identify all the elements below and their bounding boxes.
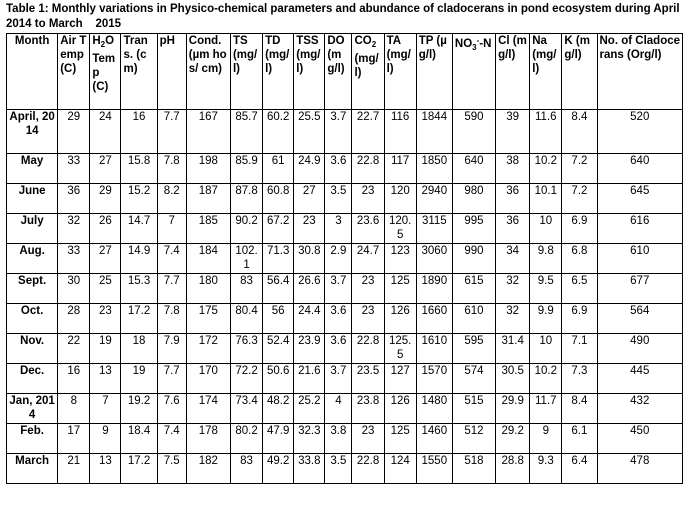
value-cell-ph: 7.7 xyxy=(157,364,186,394)
value-cell-td: 49.2 xyxy=(263,454,294,484)
value-cell-ta: 120 xyxy=(384,184,416,214)
value-cell-clado: 564 xyxy=(597,304,683,334)
value-cell-ts: 80.4 xyxy=(230,304,262,334)
value-cell-tp: 1660 xyxy=(416,304,452,334)
value-cell-trans: 15.3 xyxy=(121,274,157,304)
value-cell-tss: 30.8 xyxy=(294,244,325,274)
value-cell-ts: 85.7 xyxy=(230,110,262,154)
month-cell: Dec. xyxy=(7,364,58,394)
value-cell-trans: 14.9 xyxy=(121,244,157,274)
value-cell-trans: 17.2 xyxy=(121,304,157,334)
value-cell-no3: 610 xyxy=(452,304,495,334)
column-header-td: TD (mg/l) xyxy=(263,34,294,110)
table-row xyxy=(7,304,683,334)
value-cell-k: 7.1 xyxy=(562,334,597,364)
value-cell-tss: 24.4 xyxy=(294,304,325,334)
value-cell-air-temp: 22 xyxy=(58,334,90,364)
table-row xyxy=(7,110,683,154)
value-cell-cl: 32 xyxy=(496,304,530,334)
value-cell-cond: 172 xyxy=(186,334,230,364)
value-cell-cond: 175 xyxy=(186,304,230,334)
value-cell-do: 3.6 xyxy=(325,154,352,184)
value-cell-ts: 76.3 xyxy=(230,334,262,364)
value-cell-td: 61 xyxy=(263,154,294,184)
column-header-co2: $CO_2$ (mg/l) xyxy=(352,34,384,110)
month-cell: March xyxy=(7,454,58,484)
value-cell-ts: 83 xyxy=(230,454,262,484)
value-cell-na: 9.5 xyxy=(530,274,562,304)
value-cell-ts: 80.2 xyxy=(230,424,262,454)
value-cell-air-temp: 32 xyxy=(58,214,90,244)
value-cell-co2: 23 xyxy=(352,304,384,334)
value-cell-cl: 38 xyxy=(496,154,530,184)
value-cell-trans: 19 xyxy=(121,364,157,394)
value-cell-ph: 8.2 xyxy=(157,184,186,214)
value-cell-no3: 990 xyxy=(452,244,495,274)
value-cell-co2: 22.8 xyxy=(352,454,384,484)
value-cell-cl: 31.4 xyxy=(496,334,530,364)
table-row xyxy=(7,274,683,304)
value-cell-do: 3.7 xyxy=(325,364,352,394)
parameters-table xyxy=(6,33,683,484)
value-cell-tp: 3115 xyxy=(416,214,452,244)
table-row xyxy=(7,454,683,484)
table-body xyxy=(7,110,683,484)
value-cell-air-temp: 16 xyxy=(58,364,90,394)
value-cell-k: 6.4 xyxy=(562,454,597,484)
value-cell-ta: 124 xyxy=(384,454,416,484)
value-cell-td: 56.4 xyxy=(263,274,294,304)
month-cell: June xyxy=(7,184,58,214)
value-cell-na: 10 xyxy=(530,214,562,244)
value-cell-tss: 24.9 xyxy=(294,154,325,184)
value-cell-no3: 995 xyxy=(452,214,495,244)
month-cell: July xyxy=(7,214,58,244)
value-cell-na: 10 xyxy=(530,334,562,364)
value-cell-clado: 640 xyxy=(597,154,683,184)
value-cell-ph: 7.4 xyxy=(157,424,186,454)
value-cell-ts: 73.4 xyxy=(230,394,262,424)
value-cell-no3: 515 xyxy=(452,394,495,424)
value-cell-no3: 574 xyxy=(452,364,495,394)
value-cell-co2: 23 xyxy=(352,424,384,454)
value-cell-k: 6.9 xyxy=(562,304,597,334)
column-header-tss: TSS (mg/l) xyxy=(294,34,325,110)
value-cell-ts: 72.2 xyxy=(230,364,262,394)
value-cell-ph: 7.8 xyxy=(157,304,186,334)
value-cell-clado: 450 xyxy=(597,424,683,454)
value-cell-h2o-temp: 13 xyxy=(90,454,121,484)
value-cell-cl: 30.5 xyxy=(496,364,530,394)
value-cell-do: 3.8 xyxy=(325,424,352,454)
value-cell-cl: 29.9 xyxy=(496,394,530,424)
month-cell: May xyxy=(7,154,58,184)
value-cell-co2: 22.8 xyxy=(352,154,384,184)
value-cell-tss: 26.6 xyxy=(294,274,325,304)
value-cell-na: 9.9 xyxy=(530,304,562,334)
column-header-cond: Cond. (µm hos/ cm) xyxy=(186,34,230,110)
value-cell-ts: 102.1 xyxy=(230,244,262,274)
value-cell-k: 6.5 xyxy=(562,274,597,304)
value-cell-cl: 29.2 xyxy=(496,424,530,454)
column-header-clado: No. of Cladocerans (Org/l) xyxy=(597,34,683,110)
value-cell-no3: 980 xyxy=(452,184,495,214)
value-cell-td: 48.2 xyxy=(263,394,294,424)
value-cell-tp: 3060 xyxy=(416,244,452,274)
value-cell-clado: 610 xyxy=(597,244,683,274)
table-row xyxy=(7,154,683,184)
value-cell-tss: 25.5 xyxy=(294,110,325,154)
column-header-month: Month xyxy=(7,34,58,110)
value-cell-clado: 432 xyxy=(597,394,683,424)
value-cell-do: 3 xyxy=(325,214,352,244)
table-row xyxy=(7,424,683,454)
value-cell-cond: 178 xyxy=(186,424,230,454)
value-cell-na: 10.2 xyxy=(530,364,562,394)
month-cell: Nov. xyxy=(7,334,58,364)
value-cell-air-temp: 36 xyxy=(58,184,90,214)
value-cell-no3: 595 xyxy=(452,334,495,364)
value-cell-cl: 36 xyxy=(496,184,530,214)
value-cell-na: 10.2 xyxy=(530,154,562,184)
value-cell-ta: 125 xyxy=(384,424,416,454)
value-cell-h2o-temp: 27 xyxy=(90,154,121,184)
value-cell-do: 3.6 xyxy=(325,334,352,364)
value-cell-clado: 677 xyxy=(597,274,683,304)
value-cell-k: 8.4 xyxy=(562,394,597,424)
value-cell-ta: 125.5 xyxy=(384,334,416,364)
column-header-k: K (mg/l) xyxy=(562,34,597,110)
value-cell-clado: 478 xyxy=(597,454,683,484)
value-cell-na: 9.3 xyxy=(530,454,562,484)
table-row xyxy=(7,364,683,394)
value-cell-ta: 127 xyxy=(384,364,416,394)
value-cell-td: 52.4 xyxy=(263,334,294,364)
value-cell-na: 11.7 xyxy=(530,394,562,424)
value-cell-cond: 167 xyxy=(186,110,230,154)
value-cell-h2o-temp: 19 xyxy=(90,334,121,364)
value-cell-k: 7.3 xyxy=(562,364,597,394)
value-cell-do: 3.5 xyxy=(325,454,352,484)
value-cell-h2o-temp: 26 xyxy=(90,214,121,244)
value-cell-td: 71.3 xyxy=(263,244,294,274)
value-cell-k: 6.9 xyxy=(562,214,597,244)
column-header-do: DO (mg/l) xyxy=(325,34,352,110)
value-cell-tss: 21.6 xyxy=(294,364,325,394)
value-cell-ts: 85.9 xyxy=(230,154,262,184)
value-cell-ta: 126 xyxy=(384,304,416,334)
value-cell-no3: 512 xyxy=(452,424,495,454)
value-cell-tp: 2940 xyxy=(416,184,452,214)
value-cell-cl: 39 xyxy=(496,110,530,154)
value-cell-h2o-temp: 27 xyxy=(90,244,121,274)
value-cell-na: 9 xyxy=(530,424,562,454)
value-cell-tp: 1610 xyxy=(416,334,452,364)
table-row xyxy=(7,244,683,274)
column-header-ta: TA (mg/l) xyxy=(384,34,416,110)
value-cell-td: 60.8 xyxy=(263,184,294,214)
value-cell-cond: 184 xyxy=(186,244,230,274)
value-cell-air-temp: 30 xyxy=(58,274,90,304)
value-cell-k: 7.2 xyxy=(562,184,597,214)
value-cell-air-temp: 21 xyxy=(58,454,90,484)
value-cell-trans: 18.4 xyxy=(121,424,157,454)
value-cell-h2o-temp: 13 xyxy=(90,364,121,394)
value-cell-co2: 23.5 xyxy=(352,364,384,394)
value-cell-ts: 87.8 xyxy=(230,184,262,214)
month-cell: Jan, 2014 xyxy=(7,394,58,424)
value-cell-td: 67.2 xyxy=(263,214,294,244)
value-cell-air-temp: 29 xyxy=(58,110,90,154)
value-cell-cl: 34 xyxy=(496,244,530,274)
value-cell-no3: 518 xyxy=(452,454,495,484)
value-cell-tp: 1550 xyxy=(416,454,452,484)
value-cell-cl: 36 xyxy=(496,214,530,244)
value-cell-ph: 7.7 xyxy=(157,274,186,304)
value-cell-cl: 28.8 xyxy=(496,454,530,484)
value-cell-ts: 83 xyxy=(230,274,262,304)
table-caption: Table 1: Monthly variations in Physico-chemical parameters and abundance of cladocerans in pond ecosystem during April 2014 to March 2015 xyxy=(6,3,683,30)
value-cell-h2o-temp: 23 xyxy=(90,304,121,334)
value-cell-do: 2.9 xyxy=(325,244,352,274)
value-cell-td: 47.9 xyxy=(263,424,294,454)
value-cell-trans: 17.2 xyxy=(121,454,157,484)
value-cell-do: 4 xyxy=(325,394,352,424)
value-cell-td: 60.2 xyxy=(263,110,294,154)
value-cell-ph: 7.6 xyxy=(157,394,186,424)
value-cell-ta: 120.5 xyxy=(384,214,416,244)
value-cell-tss: 32.3 xyxy=(294,424,325,454)
value-cell-tp: 1480 xyxy=(416,394,452,424)
value-cell-do: 3.6 xyxy=(325,304,352,334)
value-cell-co2: 22.7 xyxy=(352,110,384,154)
month-cell: Sept. xyxy=(7,274,58,304)
table-row xyxy=(7,214,683,244)
value-cell-na: 10.1 xyxy=(530,184,562,214)
column-header-ts: TS (mg/l) xyxy=(230,34,262,110)
value-cell-co2: 22.8 xyxy=(352,334,384,364)
column-header-no3: $NO_3^--N$ xyxy=(452,34,495,110)
value-cell-k: 6.8 xyxy=(562,244,597,274)
value-cell-do: 3.5 xyxy=(325,184,352,214)
value-cell-cl: 32 xyxy=(496,274,530,304)
value-cell-tss: 23.9 xyxy=(294,334,325,364)
column-header-tp: TP (µg/l) xyxy=(416,34,452,110)
value-cell-co2: 23.8 xyxy=(352,394,384,424)
column-header-trans: Trans. (cm) xyxy=(121,34,157,110)
value-cell-trans: 19.2 xyxy=(121,394,157,424)
month-cell: Feb. xyxy=(7,424,58,454)
value-cell-clado: 616 xyxy=(597,214,683,244)
value-cell-trans: 15.8 xyxy=(121,154,157,184)
value-cell-na: 11.6 xyxy=(530,110,562,154)
value-cell-ta: 123 xyxy=(384,244,416,274)
value-cell-tp: 1570 xyxy=(416,364,452,394)
value-cell-clado: 645 xyxy=(597,184,683,214)
value-cell-tp: 1850 xyxy=(416,154,452,184)
value-cell-td: 50.6 xyxy=(263,364,294,394)
value-cell-tss: 25.2 xyxy=(294,394,325,424)
column-header-na: Na (mg/l) xyxy=(530,34,562,110)
value-cell-air-temp: 33 xyxy=(58,154,90,184)
header-row xyxy=(7,34,683,110)
value-cell-tp: 1844 xyxy=(416,110,452,154)
value-cell-do: 3.7 xyxy=(325,274,352,304)
value-cell-clado: 445 xyxy=(597,364,683,394)
value-cell-co2: 24.7 xyxy=(352,244,384,274)
value-cell-h2o-temp: 25 xyxy=(90,274,121,304)
column-header-ph: pH xyxy=(157,34,186,110)
value-cell-air-temp: 8 xyxy=(58,394,90,424)
column-header-cl: Cl (mg/l) xyxy=(496,34,530,110)
column-header-h2o-temp: $H_2O$ Temp (C) xyxy=(90,34,121,110)
value-cell-cond: 198 xyxy=(186,154,230,184)
value-cell-cond: 187 xyxy=(186,184,230,214)
month-cell: Aug. xyxy=(7,244,58,274)
table-row xyxy=(7,334,683,364)
value-cell-no3: 615 xyxy=(452,274,495,304)
value-cell-trans: 18 xyxy=(121,334,157,364)
value-cell-ph: 7.8 xyxy=(157,154,186,184)
value-cell-tss: 27 xyxy=(294,184,325,214)
value-cell-na: 9.8 xyxy=(530,244,562,274)
value-cell-ta: 125 xyxy=(384,274,416,304)
value-cell-cond: 180 xyxy=(186,274,230,304)
table-row xyxy=(7,394,683,424)
value-cell-h2o-temp: 7 xyxy=(90,394,121,424)
value-cell-co2: 23 xyxy=(352,184,384,214)
value-cell-ta: 126 xyxy=(384,394,416,424)
value-cell-ph: 7.7 xyxy=(157,110,186,154)
value-cell-tss: 33.8 xyxy=(294,454,325,484)
value-cell-ph: 7.4 xyxy=(157,244,186,274)
value-cell-h2o-temp: 24 xyxy=(90,110,121,154)
value-cell-air-temp: 28 xyxy=(58,304,90,334)
value-cell-k: 8.4 xyxy=(562,110,597,154)
column-header-air-temp: Air Temp (C) xyxy=(58,34,90,110)
value-cell-trans: 16 xyxy=(121,110,157,154)
value-cell-clado: 520 xyxy=(597,110,683,154)
value-cell-no3: 640 xyxy=(452,154,495,184)
value-cell-cond: 182 xyxy=(186,454,230,484)
value-cell-ph: 7 xyxy=(157,214,186,244)
value-cell-no3: 590 xyxy=(452,110,495,154)
value-cell-ph: 7.9 xyxy=(157,334,186,364)
value-cell-tp: 1890 xyxy=(416,274,452,304)
value-cell-k: 6.1 xyxy=(562,424,597,454)
value-cell-ta: 117 xyxy=(384,154,416,184)
table-row xyxy=(7,184,683,214)
value-cell-ph: 7.5 xyxy=(157,454,186,484)
value-cell-h2o-temp: 9 xyxy=(90,424,121,454)
value-cell-clado: 490 xyxy=(597,334,683,364)
value-cell-td: 56 xyxy=(263,304,294,334)
value-cell-do: 3.7 xyxy=(325,110,352,154)
value-cell-air-temp: 17 xyxy=(58,424,90,454)
month-cell: April, 2014 xyxy=(7,110,58,154)
month-cell: Oct. xyxy=(7,304,58,334)
value-cell-air-temp: 33 xyxy=(58,244,90,274)
value-cell-k: 7.2 xyxy=(562,154,597,184)
value-cell-cond: 185 xyxy=(186,214,230,244)
value-cell-co2: 23.6 xyxy=(352,214,384,244)
value-cell-trans: 14.7 xyxy=(121,214,157,244)
value-cell-tss: 23 xyxy=(294,214,325,244)
value-cell-tp: 1460 xyxy=(416,424,452,454)
value-cell-co2: 23 xyxy=(352,274,384,304)
value-cell-h2o-temp: 29 xyxy=(90,184,121,214)
value-cell-ta: 116 xyxy=(384,110,416,154)
value-cell-cond: 174 xyxy=(186,394,230,424)
value-cell-ts: 90.2 xyxy=(230,214,262,244)
value-cell-trans: 15.2 xyxy=(121,184,157,214)
value-cell-cond: 170 xyxy=(186,364,230,394)
